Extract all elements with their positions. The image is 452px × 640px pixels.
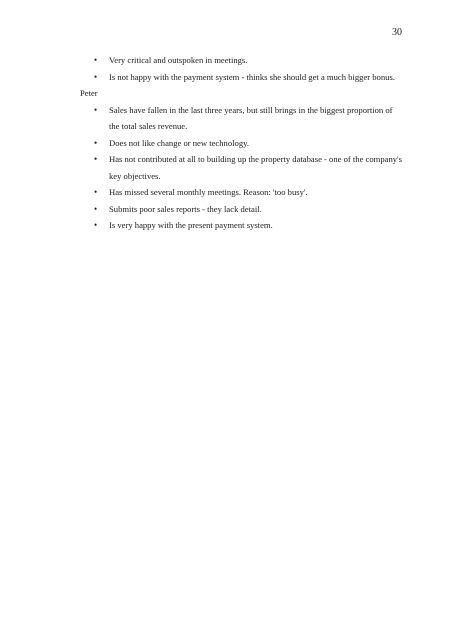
list-item bbox=[80, 151, 402, 184]
bullet-list-previous-person bbox=[80, 52, 402, 85]
list-item bbox=[80, 69, 402, 86]
list-item-text: Is very happy with the present payment system. bbox=[109, 220, 273, 230]
list-item-text: Has not contributed at all to building up the property database - one of the company's key objectives. bbox=[109, 154, 402, 181]
list-item-text: Submits poor sales reports - they lack detail. bbox=[109, 203, 262, 214]
bullet-icon: • bbox=[94, 104, 98, 115]
list-item-text: Sales have fallen in the last three years, but still brings in the biggest proportion of the total sales revenue. bbox=[109, 104, 393, 131]
list-item-text: Is not happy with the payment system - thinks she should get a much bigger bonus. bbox=[109, 71, 395, 82]
list-item-text: Does not like change or new technology. bbox=[109, 137, 250, 148]
bullet-icon: • bbox=[94, 187, 98, 197]
bullet-icon: • bbox=[94, 154, 98, 164]
document-body bbox=[80, 52, 402, 234]
bullet-icon: • bbox=[94, 220, 98, 230]
bullet-icon: • bbox=[94, 71, 98, 82]
bullet-icon: • bbox=[94, 203, 98, 214]
page-number: 30 bbox=[392, 27, 402, 38]
list-item bbox=[80, 201, 402, 218]
bullet-list-peter bbox=[80, 102, 402, 234]
list-item bbox=[80, 217, 402, 234]
list-item bbox=[80, 102, 402, 135]
list-item bbox=[80, 184, 402, 201]
bullet-icon: • bbox=[94, 55, 98, 65]
list-item bbox=[80, 52, 402, 69]
list-item-text: Has missed several monthly meetings. Reason: 'too busy'. bbox=[109, 187, 308, 197]
section-heading-peter: Peter bbox=[80, 88, 98, 98]
list-item bbox=[80, 135, 402, 152]
list-item-text: Very critical and outspoken in meetings. bbox=[109, 55, 248, 65]
bullet-icon: • bbox=[94, 137, 98, 148]
